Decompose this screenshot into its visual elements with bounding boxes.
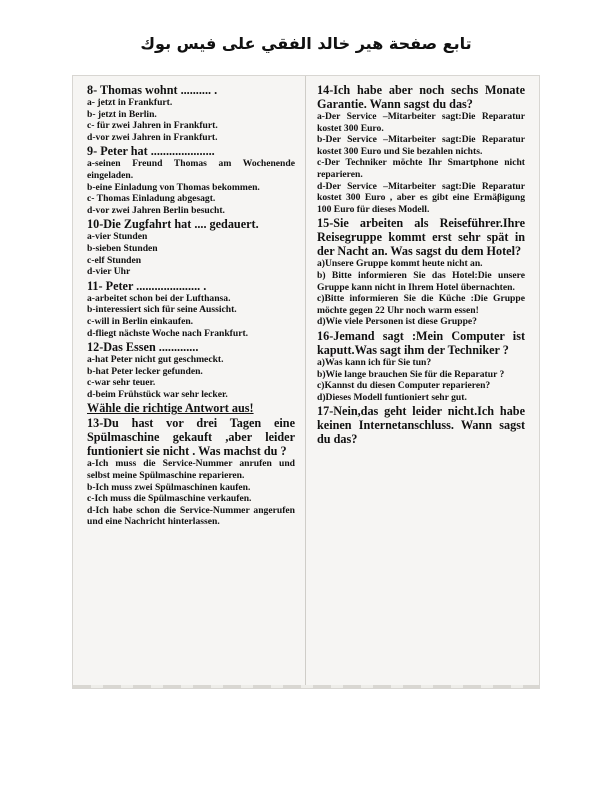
answer-option: a-Der Service –Mitarbeiter sagt:Die Reparatur kostet 300 Euro. <box>317 111 525 134</box>
answer-option: d-vier Uhr <box>87 266 131 278</box>
answer-option: d-Ich habe schon die Service-Nummer angerufen und eine Nachricht hinterlassen. <box>87 504 295 528</box>
answer-option: b- jetzt in Berlin. <box>87 108 157 120</box>
answer-option: c)Bitte informieren Sie die Küche :Die Gruppe möchte gegen 22 Uhr noch warm essen! <box>317 293 525 316</box>
scan-watermark <box>73 685 539 689</box>
page-header: تابع صفحة هير خالد الفقي على فيس بوك <box>140 34 472 53</box>
answer-option: a-vier Stunden <box>87 231 148 243</box>
question-text: 9- Peter hat ..................... <box>87 144 215 159</box>
answer-option: c-war sehr teuer. <box>87 377 156 389</box>
question-text: 12-Das Essen ............. <box>87 340 199 355</box>
question-text: 8- Thomas wohnt .......... . <box>87 83 218 97</box>
answer-option: d-beim Frühstück war sehr lecker. <box>87 388 228 400</box>
answer-option: a- jetzt in Frankfurt. <box>87 97 173 108</box>
answer-option: a)Was kann ich für Sie tun? <box>317 356 432 368</box>
answer-option: c-elf Stunden <box>87 254 142 266</box>
answer-option: c-will in Berlin einkaufen. <box>87 315 194 327</box>
question-text: 17-Nein,das geht leider nicht.Ich habe keinen Internetanschluss. Wann sagst du das? <box>317 404 525 447</box>
answer-option: d-vor zwei Jahren in Frankfurt. <box>87 131 218 143</box>
answer-option: b-interessiert sich für seine Aussicht. <box>87 304 237 316</box>
answer-option: b-Ich muss zwei Spülmaschinen kaufen. <box>87 481 251 493</box>
right-column <box>317 82 525 446</box>
column-divider <box>305 76 306 688</box>
question-text: 14-Ich habe aber noch sechs Monate Garantie. Wann sagst du das? <box>317 83 525 111</box>
answer-option: b)Wie lange brauchen Sie für die Reparatur ? <box>317 368 505 380</box>
answer-option: c- Thomas Einladung abgesagt. <box>87 193 216 205</box>
worksheet-scan <box>72 75 540 689</box>
answer-option: b) Bitte informieren Sie das Hotel:Die unsere Gruppe kann nicht in Ihrem Hotel übernachten. <box>317 269 525 293</box>
question-text: 13-Du hast vor drei Tagen eine Spülmaschine gekauft ,aber leider funtioniert sie nicht . Was machst du ? <box>87 416 295 459</box>
answer-option: a-arbeitet schon bei der Lufthansa. <box>87 292 231 304</box>
question-text: 16-Jemand sagt :Mein Computer ist kaputt.Was sagt ihm der Techniker ? <box>317 328 525 357</box>
answer-option: d-fliegt nächste Woche nach Frankfurt. <box>87 327 249 339</box>
answer-option: a-hat Peter nicht gut geschmeckt. <box>87 354 224 366</box>
question-text: 11- Peter ..................... . <box>87 278 207 293</box>
answer-option: a)Unsere Gruppe kommt heute nicht an. <box>317 258 483 270</box>
answer-option: b-eine Einladung von Thomas bekommen. <box>87 181 260 193</box>
answer-option: d)Wie viele Personen ist diese Gruppe? <box>317 316 477 328</box>
answer-option: a-Ich muss die Service-Nummer anrufen und selbst meine Spülmaschine reparieren. <box>87 458 295 482</box>
answer-option: c-Der Techniker möchte Ihr Smartphone nicht reparieren. <box>317 157 525 180</box>
answer-option: c)Kannst du diesen Computer reparieren? <box>317 380 491 392</box>
answer-option: b-hat Peter lecker gefunden. <box>87 365 203 377</box>
left-column <box>87 82 295 528</box>
section-instruction: Wähle die richtige Antwort aus! <box>87 401 254 416</box>
answer-option: c-Ich muss die Spülmaschine verkaufen. <box>87 493 252 505</box>
answer-option: b-Der Service –Mitarbeiter sagt:Die Reparatur kostet 300 Euro und Sie bezahlen nichts. <box>317 134 525 157</box>
answer-option: c- für zwei Jahren in Frankfurt. <box>87 120 218 132</box>
question-text: 15-Sie arbeiten als Reiseführer.Ihre Reisegruppe kommt erst sehr spät in der Nacht an. Was sagst du dem Hotel? <box>317 216 525 259</box>
answer-option: a-seinen Freund Thomas am Wochenende eingeladen. <box>87 158 295 181</box>
question-text: 10-Die Zugfahrt hat .... gedauert. <box>87 217 259 232</box>
answer-option: d)Dieses Modell funtioniert sehr gut. <box>317 391 467 403</box>
answer-option: d-Der Service –Mitarbeiter sagt:Die Reparatur kostet 300 Euro , aber es gibt eine Ermäβigung 100 Euro für dieses Modell. <box>317 180 525 215</box>
answer-option: d-vor zwei Jahren Berlin besucht. <box>87 204 225 216</box>
answer-option: b-sieben Stunden <box>87 242 158 254</box>
